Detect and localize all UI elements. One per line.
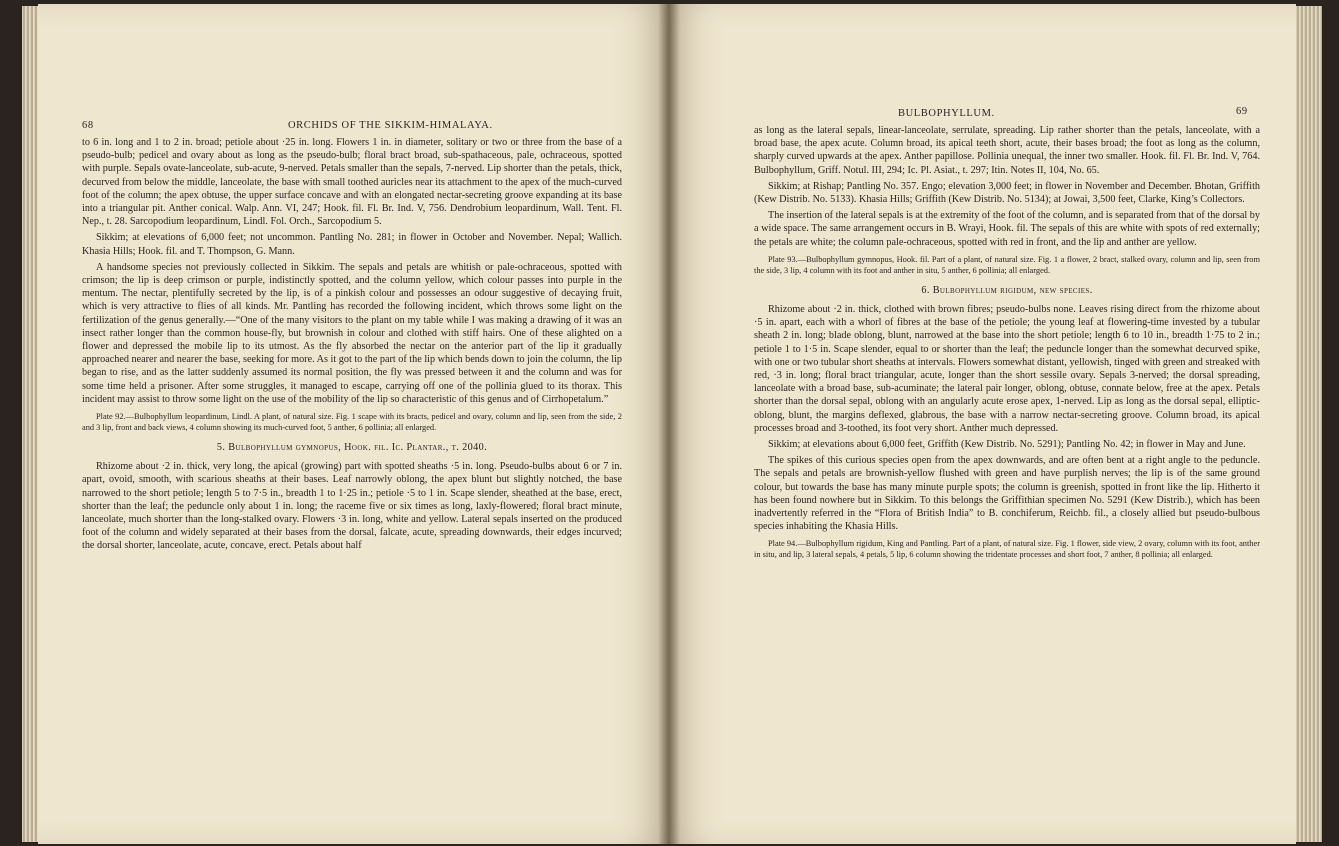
- right-page: [668, 4, 1296, 844]
- right-paragraph: Sikkim; at Rishap; Pantling No. 357. Engo; elevation 3,000 feet; in flower in November and December. Bhotan, Griffith (Kew Distrib. No. 5133). Khasia Hills; Griffith (Kew Distrib. No. 5134); at Jowai, 3,500 feet, Clarke, King’s Collectors.: [754, 180, 1260, 206]
- book-gutter: [658, 4, 680, 844]
- right-page-edges: [1296, 6, 1322, 842]
- left-paragraph: Rhizome about ·2 in. thick, very long, the apical (growing) part with spotted sheaths ·5 in. long. Pseudo-bulbs about 6 or 7 in. apart, ovoid, smooth, with scarious sheaths at their bases. Leaf narrowly oblong, the apex blunt but slightly notched, the base narrowed to the short petiole; length 5 to 7·5 in., breadth 1 to 1·25 in.; petiole ·5 to 1 in. Scape slender, sheathed at the base, erect, shorter than the leaf; the peduncle only about 1 in. long; the raceme five or six times as long, laxly-flowered; floral bract minute, lanceolate, much shorter than the long-stalked ovary. Flowers ·3 in. long, white and yellow. Lateral sepals inserted on the produced foot of the column and widely separated at their bases from the dorsal, falcate, acute, spreading downwards, their edges incurved; the dorsal shorter, lanceolate, acute, concave, erect. Petals about half: [82, 461, 622, 552]
- left-page-number: 68: [82, 120, 94, 131]
- left-body: [82, 136, 622, 556]
- left-paragraph: A handsome species not previously collected in Sikkim. The sepals and petals are whitish or pale-ochraceous, spotted with crimson; the lip is deep crimson or purple, indistinctly spotted, and the column yellow, which colour passes into purple in the mentum. The nectar, plentifully secreted by the lip, is of a pinkish colour and possesses an odour suggestive of decaying fruit, which is very attractive to flies of all kinds. Mr. Pantling has recorded the following incident, which throws some light on the fertilization of the genus generally.—“One of the many visitors to the plant on my table while I was making a drawing of it was an insect rather longer than the common house-fly, but brownish in colour and clothed with stiff hairs. One of these alighted on a flower and depressed the mobile lip to its utmost. As the fly absorbed the nectar on the anterior part of the lip it gradually approached nearer and nearer the base, seeking for more. As it got to the part of the lip which bends down to join the column, the lip began to rise, and as the latter suddenly assumed its normal position, the fly was pressed between it and the column and was for some time held a prisoner. After some struggles, it managed to escape, carrying off one of the pollinia glued to its thorax. This incident may assist to throw some light on the use of the mobility of the lip so characteristic of this genus and of Cirrhopetalum.”: [82, 261, 622, 405]
- right-paragraph: The insertion of the lateral sepals is at the extremity of the foot of the column, and is separated from that of the dorsal by a wide space. The same arrangement occurs in B. Wrayi, Hook. fil. The sepals of this are white with spots of red externally; the petals are white; the column pale-ochraceous, spotted with red in front, and the lip and anther are yellow.: [754, 210, 1260, 248]
- section-heading-5: 5. Bulbophyllum gymnopus, Hook. fil. Ic. Plantar., t. 2040.: [216, 442, 488, 454]
- left-paragraph: Sikkim; at elevations of 6,000 feet; not uncommon. Pantling No. 281; in flower in October and November. Nepal; Wallich. Khasia Hills; Hook. fil. and T. Thompson, G. Mann.: [82, 232, 622, 257]
- plate-caption-93: Plate 93.—Bulbophyllum gymnopus, Hook. fil. Part of a plant, of natural size. Fig. 1 a flower, 2 bract, stalked ovary, column and lip, seen from the side, 3 lip, 4 column with its foot and anther in situ, 5 anther, 6 pollinia; all enlarged.: [754, 254, 1260, 275]
- plate-caption-92: Plate 92.—Bulbophyllum leopardinum, Lindl. A plant, of natural size. Fig. 1 scape with its bracts, pedicel and ovary, column and lip, seen from the side, 2 and 3 lip, front and back views, 4 column showing its much-curved foot, 5 anther, 6 pollinia; all enlarged.: [82, 412, 622, 433]
- left-paragraph: to 6 in. long and 1 to 2 in. broad; petiole about ·25 in. long. Flowers 1 in. in diameter, solitary or two or three from the base of a pseudo-bulb; pedicel and ovary about as long as the pseudo-bulb; floral bract broad, sub-spathaceous, pale, ochraceous, spotted with purple. Sepals ovate-lanceolate, sub-acute, 9-nerved. Petals smaller than the sepals, 7-nerved. Lip shorter than the petals, thick, decurved from below the middle, lanceolate, the base with small toothed auricles near its attachment to the apex of the much-curved foot of the column; the apex obtuse, the upper surface concave and with an elongated nectar-secreting groove expanding at its base into a triangular pit. Anther conical. Walp. Ann. VI, 247; Hook. fil. Fl. Br. Ind. V, 756. Dendrobium leopardinum, Wall. Tent. Fl. Nep., t. 28. Sarcopodium leopardinum, Lindl. Fol. Orch., Sarcopodium 5.: [82, 137, 622, 228]
- left-running-head: ORCHIDS OF THE SIKKIM-HIMALAYA.: [288, 120, 493, 131]
- right-body: [754, 124, 1260, 566]
- right-paragraph: Sikkim; at elevations about 6,000 feet, Griffith (Kew Distrib. No. 5291); Pantling No. 42; in flower in May and June.: [768, 439, 1246, 451]
- section-heading-6: 6. Bulbophyllum rigidum, new species.: [921, 284, 1093, 296]
- right-page-number: 69: [1236, 106, 1248, 117]
- right-paragraph: The spikes of this curious species open from the apex downwards, and are often bent at a right angle to the peduncle. The sepals and petals are brownish-yellow flushed with green and have purplish nerves; the lip is of the same ground colour, but towards the base has many minute purple spots; the column is greenish, spotted in front like the lip. Hitherto it has been found nowhere but in Sikkim. To this belongs the Griffithian specimen No. 5291 (Kew Distrib.), which has been inadvertently referred in the “Flora of British India” to B. conchiferum, Reichb. fil., a closely allied but pseudo-bulbous species inhabiting the Khasia Hills.: [754, 455, 1260, 533]
- right-paragraph: Rhizome about ·2 in. thick, clothed with brown fibres; pseudo-bulbs none. Leaves rising direct from the rhizome about ·5 in. apart, each with a whorl of fibres at the base of the petiole; the young leaf at flowering-time invested by a tubular sheath 2 in. long; blade oblong, blunt, narrowed at the base into the short petiole; length 6 to 10 in., breadth 1·75 to 2 in.; petiole 1 to 1·5 in. Scape slender, equal to or shorter than the leaf; the peduncle longer than the somewhat decurved spike, with one or two tubular short sheaths at intervals. Flowers somewhat distant, yellowish, tinged with green and streaked with red, ·3 in. long; floral bract triangular, acute, longer than the short sessile ovary. Sepals 3-nerved; the dorsal spreading, lanceolate with a broad base, sub-acuminate; the lateral pair longer, oblong, obtuse, connate below, free at the apex. Petals shorter than the dorsal sepal, oblong with an angularly acute erose apex, 1-nerved. Lip as long as the dorsal sepal, elliptic-oblong, blunt, the margins deflexed, glabrous, the base with a narrow nectar-secreting groove. Column broad, its apical processes broad and 3-toothed, its foot very short. Anther much depressed.: [754, 304, 1260, 434]
- open-book: [22, 4, 1322, 844]
- right-running-head: BULBOPHYLLUM.: [898, 108, 995, 119]
- plate-caption-94: Plate 94.—Bulbophyllum rigidum, King and Pantling. Part of a plant, of natural size. Fig. 1 flower, side view, 2 ovary, column with its foot, anther in situ, and lip, 3 lateral sepals, 4 petals, 5 lip, 6 column showing the tridentate processes and short foot, 7 anther, 8 pollinia; all enlarged.: [754, 539, 1260, 560]
- right-paragraph: as long as the lateral sepals, linear-lanceolate, serrulate, spreading. Lip rather shorter than the petals, lanceolate, with a broad base, the apex acute. Column broad, its apical teeth short, acute, their bases broad; the foot as long as the column, sharply curved upwards at the apex. Anther papillose. Pollinia unequal, the inner two smaller. Hook. fil. Fl. Br. Ind. V, 764. Bulbophyllum, Griff. Notul. III, 294; Ic. Pl. Asiat., t. 297; Itin. Notes II, 104, No. 65.: [754, 125, 1260, 176]
- left-page: [38, 4, 668, 844]
